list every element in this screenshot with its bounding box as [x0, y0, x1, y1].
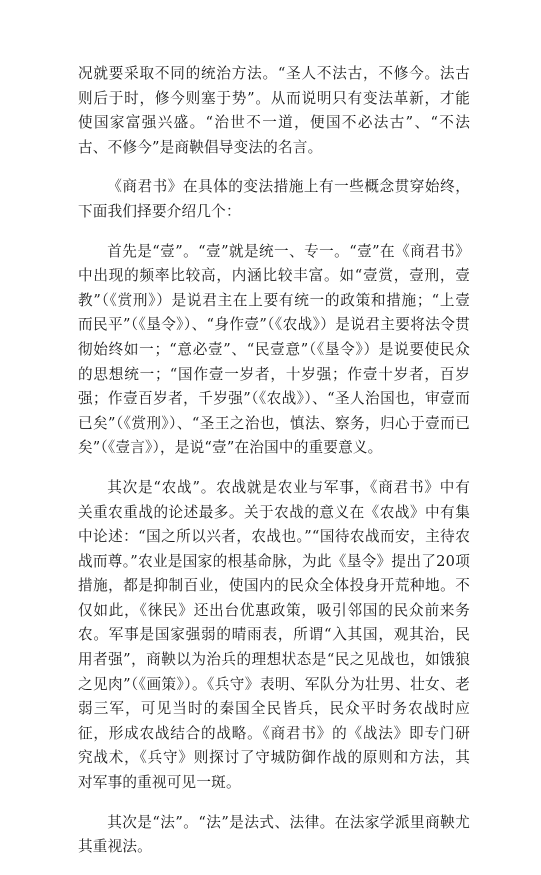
paragraph-fa: 其次是“法”。“法”是法式、法律。在法家学派里商鞅尤其重视法。 — [78, 813, 470, 856]
paragraph-nongzhan: 其次是“农战”。农战就是农业与军事，《商君书》中有关重农重战的论述最多。关于农战的意义在《农战》中有集中论述：“国之所以兴者，农战也。”“国待农战而安，主待农战而尊。”农业是国家的根基命脉，为此《垦令》提出了20项措施，都是抑制百业，使国内的民众全体投身开荒种地。不仅如此，《徕民》还出台优惠政策，吸引邻国的民众前来务农。军事是国家强弱的晴雨表，所谓“入其国，观其治，民用者强”，商鞅以为治兵的理想状态是“民之见战也，如饿狼之见肉”（《画策》）。《兵守》表明、军队分为壮男、壮女、老弱三军，可见当时的秦国全民皆兵，民众平时务农战时应征，形成农战结合的战略。《商君书》的《战法》即专门研究战术，《兵守》则探讨了守城防御作战的原则和方法，其对军事的重视可见一斑。 — [78, 478, 470, 792]
body-text — [78, 62, 470, 875]
paragraph-intro-concepts: 《商君书》在具体的变法措施上有一些概念贯穿始终，下面我们择要介绍几个： — [78, 178, 470, 220]
paragraph-yi: 首先是“壹”。“壹”就是统一、专一。“壹”在《商君书》中出现的频率比较高，内涵比较丰富。如“壹赏，壹刑，壹教”（《赏刑》）是说君主在上要有统一的政策和措施；“上壹而民平”（《垦令》）、“身作壹”（《农战》）是说君主要将法令贯彻始终如一；“意必壹”、“民壹意”（《垦令》）是说要使民众的思想统一；“国作壹一岁者，十岁强；作壹十岁者，百岁强；作壹百岁者，千岁强”（《农战》）、“圣人治国也，审壹而已矣”（《赏刑》）、“圣王之治也，慎法、察务，归心于壹而已矣”（《壹言》），是说“壹”在治国中的重要意义。 — [78, 242, 470, 457]
paragraph-continued: 况就要采取不同的统治方法。“圣人不法古，不修今。法古则后于时，修今则塞于势”。从而说明只有变法革新，才能使国家富强兴盛。“治世不一道，便国不必法古”、“不法古、不修今”是商鞅倡导变法的名言。 — [78, 65, 470, 156]
